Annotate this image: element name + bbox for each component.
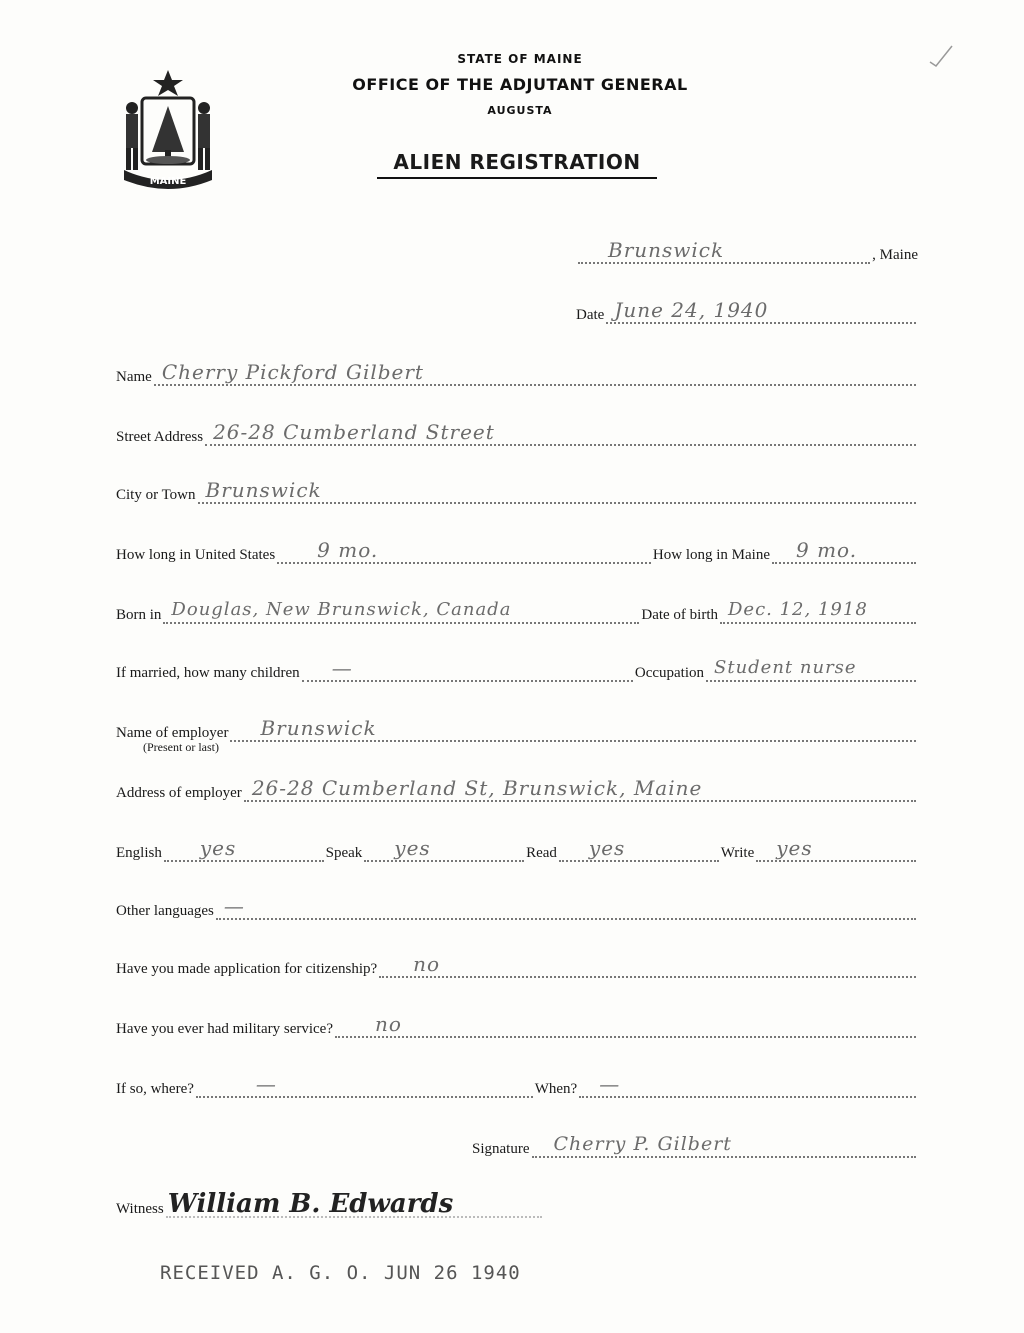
- read-value: yes: [588, 836, 626, 860]
- write-field[interactable]: [756, 838, 916, 862]
- english-label: English: [116, 845, 162, 861]
- employer-field[interactable]: [230, 718, 916, 742]
- witness-value: William B. Edwards: [167, 1189, 454, 1219]
- when-label: When?: [534, 1081, 578, 1097]
- birth-row: [116, 596, 918, 624]
- english-field[interactable]: [164, 838, 324, 862]
- other-languages-label: Other languages: [116, 903, 214, 919]
- city-field[interactable]: [198, 480, 916, 504]
- employer-address-field[interactable]: [244, 778, 916, 802]
- occupation-value: Student nurse: [714, 657, 857, 678]
- residency-row: [116, 536, 918, 564]
- name-field[interactable]: [154, 362, 916, 386]
- witness-row: [116, 1190, 544, 1218]
- where-value: —: [255, 1072, 277, 1096]
- born-in-value: Douglas, New Brunswick, Canada: [171, 599, 512, 620]
- state-seal-icon: [112, 66, 224, 192]
- how-long-maine-value: 9 mo.: [796, 538, 858, 562]
- name-label: Name: [116, 369, 152, 385]
- signature-field[interactable]: [532, 1134, 917, 1158]
- military-row: [116, 1010, 918, 1038]
- employer-address-label: Address of employer: [116, 785, 242, 801]
- born-in-label: Born in: [116, 607, 162, 623]
- employer-label: Name of employer: [116, 725, 229, 741]
- signature-row: [472, 1130, 918, 1158]
- how-long-us-field[interactable]: [277, 540, 651, 564]
- citizenship-row: [116, 950, 918, 978]
- town-field[interactable]: [578, 240, 870, 264]
- check-mark-icon: [928, 44, 954, 68]
- citizenship-value: no: [413, 952, 441, 976]
- date-label: Date: [576, 307, 605, 323]
- where-label: If so, where?: [116, 1081, 194, 1097]
- name-row: [116, 358, 918, 386]
- children-value: —: [331, 656, 353, 680]
- other-languages-value: —: [223, 894, 245, 918]
- place-row: [576, 236, 918, 264]
- language-row: [116, 834, 918, 862]
- family-row: [116, 654, 918, 682]
- speak-label: Speak: [325, 845, 363, 861]
- when-field[interactable]: [579, 1074, 916, 1098]
- town-value: Brunswick: [608, 238, 725, 262]
- other-languages-row: [116, 892, 918, 920]
- employer-sub-label: (Present or last): [143, 740, 219, 754]
- employer-row: [116, 714, 918, 742]
- date-field[interactable]: [606, 300, 916, 324]
- witness-label: Witness: [116, 1201, 164, 1217]
- read-label: Read: [526, 845, 557, 861]
- state-label: , Maine: [872, 247, 918, 263]
- military-field[interactable]: [335, 1014, 916, 1038]
- military-label: Have you ever had military service?: [116, 1021, 333, 1037]
- received-stamp: RECEIVED A. G. O. JUN 26 1940: [160, 1262, 521, 1284]
- date-of-birth-value: Dec. 12, 1918: [728, 599, 868, 620]
- header-state: STATE OF MAINE: [457, 52, 583, 66]
- name-value: Cherry Pickford Gilbert: [161, 360, 424, 384]
- header-office: OFFICE OF THE ADJUTANT GENERAL: [352, 75, 688, 94]
- date-value: June 24, 1940: [614, 298, 769, 322]
- street-address-value: 26-28 Cumberland Street: [213, 420, 495, 444]
- street-address-label: Street Address: [116, 429, 204, 445]
- english-value: yes: [199, 836, 237, 860]
- citizenship-field[interactable]: [379, 954, 916, 978]
- when-value: —: [599, 1072, 621, 1096]
- occupation-label: Occupation: [634, 665, 704, 681]
- read-field[interactable]: [559, 838, 719, 862]
- header-city: AUGUSTA: [487, 104, 553, 117]
- city-row: [116, 476, 918, 504]
- employer-address-value: 26-28 Cumberland St, Brunswick, Maine: [251, 776, 703, 800]
- where-field[interactable]: [196, 1074, 533, 1098]
- speak-value: yes: [394, 836, 431, 860]
- signature-label: Signature: [472, 1141, 530, 1157]
- street-address-field[interactable]: [205, 422, 916, 446]
- date-row: [576, 296, 918, 324]
- how-long-us-value: 9 mo.: [317, 538, 379, 562]
- street-address-row: [116, 418, 918, 446]
- city-value: Brunswick: [205, 478, 322, 502]
- write-label: Write: [720, 845, 755, 861]
- write-value: yes: [776, 836, 813, 860]
- city-label: City or Town: [116, 487, 196, 503]
- witness-field[interactable]: [166, 1189, 542, 1219]
- seal-text: MAINE: [149, 176, 187, 187]
- employer-value: Brunswick: [260, 716, 377, 740]
- children-label: If married, how many children: [116, 665, 300, 681]
- other-languages-field[interactable]: [216, 896, 916, 920]
- speak-field[interactable]: [364, 838, 524, 862]
- military-value: no: [375, 1012, 402, 1036]
- how-long-us-label: How long in United States: [116, 547, 276, 563]
- citizenship-label: Have you made application for citizenship?: [116, 961, 378, 977]
- form-title: ALIEN REGISTRATION: [377, 150, 657, 179]
- born-in-field[interactable]: [163, 600, 639, 624]
- employer-address-row: [116, 774, 918, 802]
- how-long-maine-field[interactable]: [772, 540, 916, 564]
- date-of-birth-label: Date of birth: [641, 607, 718, 623]
- service-row: [116, 1070, 918, 1098]
- how-long-maine-label: How long in Maine: [652, 547, 770, 563]
- signature-value: Cherry P. Gilbert: [553, 1133, 732, 1155]
- children-field[interactable]: [302, 658, 633, 682]
- date-of-birth-field[interactable]: [720, 600, 916, 624]
- occupation-field[interactable]: [706, 658, 916, 682]
